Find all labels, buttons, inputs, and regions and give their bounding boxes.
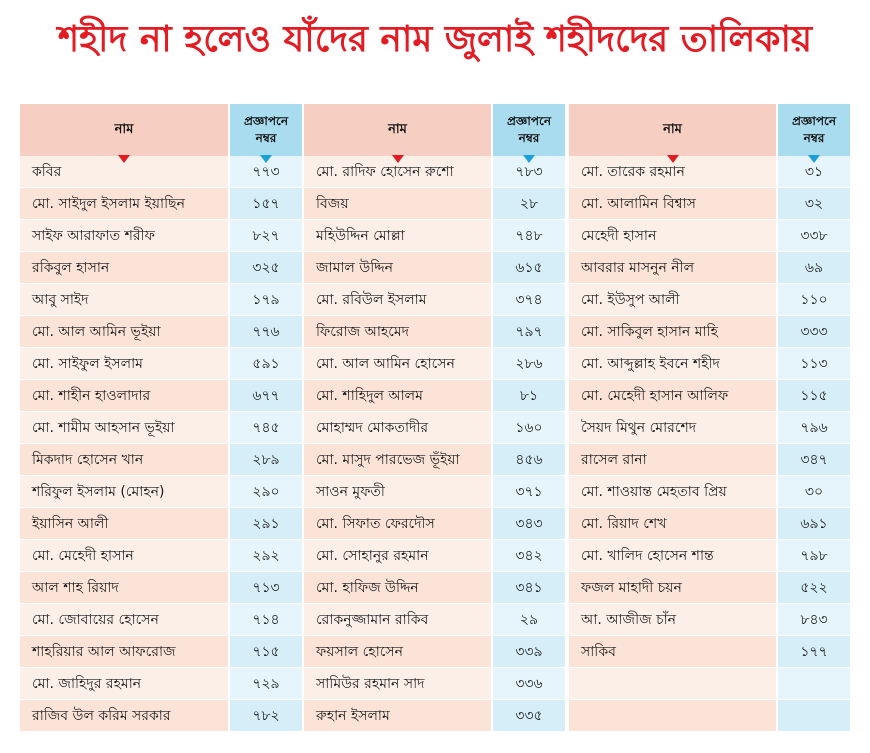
name-cell: মো. শামীম আহসান ভূইয়া <box>20 412 228 444</box>
number-cell <box>778 668 850 700</box>
number-cell: ৩২৫ <box>230 252 302 284</box>
name-cell: মো. জাহিদুর রহমান <box>20 668 228 700</box>
name-cell: মো. জোবায়ের হোসেন <box>20 604 228 636</box>
number-cell: ২৮৯ <box>230 444 302 476</box>
name-cell: আবরার মাসনুন নীল <box>569 252 776 284</box>
number-cell: ৬৯ <box>778 252 850 284</box>
name-cell: মহিউদ্দিন মোল্লা <box>304 220 491 252</box>
name-cell: মো. ইউসুপ আলী <box>569 284 776 316</box>
number-header <box>493 104 565 156</box>
name-cell: রাসেল রানা <box>569 444 776 476</box>
name-cell: মো. হাফিজ উদ্দিন <box>304 572 491 604</box>
name-cell: মিকদাদ হোসেন খান <box>20 444 228 476</box>
name-cell: মো. রাদিফ হোসেন রুশো <box>304 156 491 188</box>
number-cell: ৬১৫ <box>493 252 565 284</box>
name-cell: ফয়সাল হোসেন <box>304 636 491 668</box>
name-cells <box>304 156 491 732</box>
name-cell: মো. তারেক রহমান <box>569 156 776 188</box>
number-cell: ৭৯৮ <box>778 540 850 572</box>
number-column <box>493 104 565 737</box>
number-cell: ৬৭৭ <box>230 380 302 412</box>
name-cell: ফজল মাহাদী চয়ন <box>569 572 776 604</box>
name-cell: মো. সাকিবুল হাসান মাহি <box>569 316 776 348</box>
name-cell: মো. খালিদ হোসেন শান্ত <box>569 540 776 572</box>
name-cell: আবু সাইদ <box>20 284 228 316</box>
name-cell: মো. রবিউল ইসলাম <box>304 284 491 316</box>
number-cell: ৭৮৩ <box>493 156 565 188</box>
number-cell: ৩৭১ <box>493 476 565 508</box>
name-column <box>304 104 491 737</box>
number-cell: ৬৯১ <box>778 508 850 540</box>
column-group-2 <box>302 104 567 737</box>
name-cell: ফিরোজ আহমেদ <box>304 316 491 348</box>
name-cell: রুহান ইসলাম <box>304 700 491 732</box>
name-cell <box>569 700 776 732</box>
martyrs-table <box>20 104 850 737</box>
arrow-down-icon <box>667 155 679 163</box>
name-cell: সাকিব <box>569 636 776 668</box>
number-cell: ৪৫৬ <box>493 444 565 476</box>
number-cell: ৭১৩ <box>230 572 302 604</box>
number-cell: ৩৪১ <box>493 572 565 604</box>
number-cell: ৩৩৩ <box>778 316 850 348</box>
arrow-down-icon <box>260 155 272 163</box>
number-cell: ৩৭৪ <box>493 284 565 316</box>
arrow-down-icon <box>118 155 130 163</box>
name-cell: মোহাম্মদ মোকতাদীর <box>304 412 491 444</box>
name-cell: আল শাহ রিয়াদ <box>20 572 228 604</box>
name-header-label: নাম <box>663 121 682 137</box>
name-cell: মো. মেহেদী হাসান <box>20 540 228 572</box>
number-header-line2: নম্বর <box>803 131 825 145</box>
number-header-line2: নম্বর <box>518 131 540 145</box>
number-header-line1: প্রজ্ঞাপনে <box>506 114 552 128</box>
name-cell: জামাল উদ্দিন <box>304 252 491 284</box>
name-cell: ইয়াসিন আলী <box>20 508 228 540</box>
number-cell: ১৭৭ <box>778 636 850 668</box>
number-cell: ৫৯১ <box>230 348 302 380</box>
name-cell: মো. আব্দুল্লাহ ইবনে শহীদ <box>569 348 776 380</box>
number-cell: ৭১৪ <box>230 604 302 636</box>
page-title: শহীদ না হলেও যাঁদের নাম জুলাই শহীদদের তালিকায় <box>57 19 813 60</box>
number-cell: ৩৪৭ <box>778 444 850 476</box>
arrow-down-icon <box>808 155 820 163</box>
number-cells <box>230 156 302 732</box>
number-header-line1: প্রজ্ঞাপনে <box>243 114 289 128</box>
number-cell: ৩১ <box>778 156 850 188</box>
name-cell: কবির <box>20 156 228 188</box>
name-cell: মো. রিয়াদ শেখ <box>569 508 776 540</box>
name-cell: মেহেদী হাসান <box>569 220 776 252</box>
number-cell: ৩৪২ <box>493 540 565 572</box>
number-header-line2: নম্বর <box>255 131 277 145</box>
number-header <box>230 104 302 156</box>
name-cell: মো. শাওয়ান্ত মেহতাব প্রিয় <box>569 476 776 508</box>
number-cell: ৭৯৭ <box>493 316 565 348</box>
name-cell: মো. সাইদুল ইসলাম ইয়াছিন <box>20 188 228 220</box>
name-cell: মো. মেহেদী হাসান আলিফ <box>569 380 776 412</box>
number-cell: ৩০ <box>778 476 850 508</box>
name-header <box>304 104 491 156</box>
name-column <box>20 104 228 737</box>
number-cell: ৭৪৮ <box>493 220 565 252</box>
number-column <box>230 104 302 737</box>
name-cells <box>20 156 228 732</box>
name-cell: রাজিব উল করিম সরকার <box>20 700 228 732</box>
number-cell: ৭১৫ <box>230 636 302 668</box>
name-cell: সাইফ আরাফাত শরীফ <box>20 220 228 252</box>
name-cell: সাওন মুফতী <box>304 476 491 508</box>
name-cell: সামিউর রহমান সাদ <box>304 668 491 700</box>
name-cell: আ. আজীজ চাঁন <box>569 604 776 636</box>
name-cell: মো. শাহীন হাওলাদার <box>20 380 228 412</box>
name-cell: মো. সোহানুর রহমান <box>304 540 491 572</box>
number-cells <box>778 156 850 732</box>
number-cell: ১১৫ <box>778 380 850 412</box>
number-cell: ৫২২ <box>778 572 850 604</box>
number-cell: ৮২৭ <box>230 220 302 252</box>
number-cell: ২৯১ <box>230 508 302 540</box>
number-cell: ৩৩৯ <box>493 636 565 668</box>
name-cell: শাহরিয়ার আল আফরোজ <box>20 636 228 668</box>
number-cell: ৮৪৩ <box>778 604 850 636</box>
number-cell: ৭৯৬ <box>778 412 850 444</box>
number-cell: ২৮৬ <box>493 348 565 380</box>
name-cell: মো. সাইফুল ইসলাম <box>20 348 228 380</box>
number-cell: ৭৭৬ <box>230 316 302 348</box>
number-cell: ১৭৯ <box>230 284 302 316</box>
number-cell: ৩৩৮ <box>778 220 850 252</box>
number-cell: ৭৮২ <box>230 700 302 732</box>
name-cell: মো. সিফাত ফেরদৌস <box>304 508 491 540</box>
number-cell: ৭৪৫ <box>230 412 302 444</box>
number-cell: ২৯২ <box>230 540 302 572</box>
name-cell <box>569 668 776 700</box>
name-header <box>20 104 228 156</box>
name-cell: রকিবুল হাসান <box>20 252 228 284</box>
number-cell: ১১৩ <box>778 348 850 380</box>
number-cell: ১১০ <box>778 284 850 316</box>
number-header <box>778 104 850 156</box>
name-cell: শরিফুল ইসলাম (মোহন) <box>20 476 228 508</box>
number-cell: ৭২৯ <box>230 668 302 700</box>
number-cell: ৩৩৫ <box>493 700 565 732</box>
column-group-1 <box>20 104 302 737</box>
name-column <box>569 104 776 737</box>
name-header <box>569 104 776 156</box>
number-cell: ৩২ <box>778 188 850 220</box>
name-header-label: নাম <box>388 121 407 137</box>
number-cell: ১৫৭ <box>230 188 302 220</box>
number-cell: ২৯০ <box>230 476 302 508</box>
name-cell: মো. আল আমিন হোসেন <box>304 348 491 380</box>
number-cell: ২৯ <box>493 604 565 636</box>
name-cell: বিজয় <box>304 188 491 220</box>
name-cells <box>569 156 776 732</box>
name-header-label: নাম <box>114 121 134 137</box>
number-cell: ৭৭৩ <box>230 156 302 188</box>
arrow-down-icon <box>523 155 535 163</box>
number-header-line1: প্রজ্ঞাপনে <box>791 114 837 128</box>
name-cell: মো. মাসুদ পারভেজ ভূঁইয়া <box>304 444 491 476</box>
number-cell: ১৬০ <box>493 412 565 444</box>
name-cell: রোকনুজ্জামান রাকিব <box>304 604 491 636</box>
column-group-3 <box>567 104 850 737</box>
number-cell: ৮১ <box>493 380 565 412</box>
name-cell: মো. আল আমিন ভূইয়া <box>20 316 228 348</box>
name-cell: মো. শাহিদুল আলম <box>304 380 491 412</box>
number-column <box>778 104 850 737</box>
arrow-down-icon <box>392 155 404 163</box>
number-cell: ৩৩৬ <box>493 668 565 700</box>
name-cell: মো. আলামিন বিশ্বাস <box>569 188 776 220</box>
name-cell: সৈয়দ মিথুন মোরশেদ <box>569 412 776 444</box>
number-cell <box>778 700 850 732</box>
number-cell: ৩৪৩ <box>493 508 565 540</box>
number-cell: ২৮ <box>493 188 565 220</box>
number-cells <box>493 156 565 732</box>
